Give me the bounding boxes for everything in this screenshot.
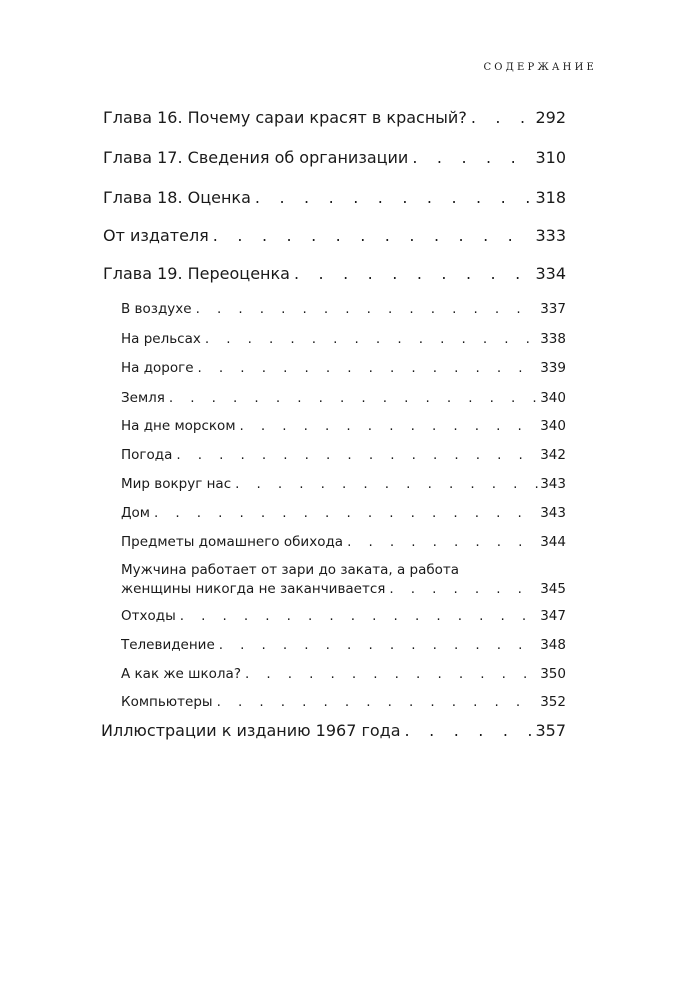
toc-entry-page: 318 xyxy=(535,188,566,207)
toc-subentry-page: 345 xyxy=(540,581,566,597)
toc-entry-chapter-17[interactable] xyxy=(103,147,566,169)
toc-subentry[interactable] xyxy=(121,417,566,436)
toc-subentry-title: На дороге xyxy=(121,359,198,378)
toc-entry-chapter-18[interactable] xyxy=(103,187,566,209)
toc-subentry[interactable] xyxy=(121,359,566,378)
dot-leader xyxy=(213,225,534,247)
toc-subentry-title: На дне морском xyxy=(121,417,240,436)
toc-subentry[interactable] xyxy=(121,446,566,465)
toc-subentry-page: 340 xyxy=(540,390,566,406)
dot-leader xyxy=(471,107,534,129)
toc-subentry[interactable] xyxy=(121,330,566,349)
dot-leader xyxy=(255,187,534,209)
toc-subentry-page: 347 xyxy=(540,608,566,624)
toc-subentry[interactable] xyxy=(121,665,566,684)
toc-entry-chapter-19[interactable] xyxy=(103,263,566,285)
toc-entry-title: Глава 16. Почему сараи красят в красный? xyxy=(103,107,471,129)
toc-entry-page: 292 xyxy=(535,108,566,127)
toc-entry-page: 357 xyxy=(535,721,566,740)
dot-leader xyxy=(217,693,539,712)
dot-leader xyxy=(412,147,533,169)
toc-subentry[interactable] xyxy=(121,693,566,712)
toc-entry-illustrations[interactable] xyxy=(101,720,566,742)
toc-subentry[interactable] xyxy=(121,504,566,523)
dot-leader xyxy=(389,580,538,599)
toc-subentry-title: Телевидение xyxy=(121,636,219,655)
toc-subentry-title-line2: женщины никогда не заканчивается xyxy=(121,581,386,597)
toc-subentry-page: 338 xyxy=(540,331,566,347)
toc-subentry-title: Дом xyxy=(121,504,154,523)
toc-subentry-title: В воздухе xyxy=(121,300,196,319)
dot-leader xyxy=(240,417,539,436)
toc-subentry-page: 343 xyxy=(540,476,566,492)
toc-entry-title: От издателя xyxy=(103,225,213,247)
toc-subentry-title: Погода xyxy=(121,446,176,465)
toc-subentry-title: Компьютеры xyxy=(121,693,217,712)
toc-subentry-title: Мир вокруг нас xyxy=(121,475,235,494)
dot-leader xyxy=(219,636,538,655)
toc-subentry-page: 339 xyxy=(540,360,566,376)
toc-subentry[interactable] xyxy=(121,607,566,626)
toc-subentry-page: 342 xyxy=(540,447,566,463)
toc-entry-page: 310 xyxy=(535,148,566,167)
dot-leader xyxy=(347,533,538,552)
toc-subentry-page: 337 xyxy=(540,301,566,317)
toc-entry-title: Иллюстрации к изданию 1967 года xyxy=(101,720,405,742)
toc-entry-page: 334 xyxy=(535,264,566,283)
dot-leader xyxy=(154,504,538,523)
toc-subentry-page: 348 xyxy=(540,637,566,653)
toc-entry-publisher[interactable] xyxy=(103,225,566,247)
dot-leader xyxy=(405,720,534,742)
dot-leader xyxy=(180,607,538,626)
dot-leader xyxy=(196,300,539,319)
toc-subentry-page: 350 xyxy=(540,666,566,682)
toc-subentry-title: А как же школа? xyxy=(121,665,245,684)
toc-subentry-multiline[interactable] xyxy=(121,561,566,599)
toc-entry-page: 333 xyxy=(535,226,566,245)
dot-leader xyxy=(294,263,533,285)
dot-leader xyxy=(198,359,539,378)
toc-entry-title: Глава 18. Оценка xyxy=(103,187,255,209)
toc-subentry-page: 343 xyxy=(540,505,566,521)
toc-subentry-page: 340 xyxy=(540,418,566,434)
toc-entry-title: Глава 17. Сведения об организации xyxy=(103,147,412,169)
toc-subentry-title: Предметы домашнего обихода xyxy=(121,533,347,552)
toc-subentry-title: Земля xyxy=(121,389,169,408)
toc-subentry-title: На рельсах xyxy=(121,330,205,349)
toc-subentry[interactable] xyxy=(121,636,566,655)
toc-subentry[interactable] xyxy=(121,300,566,319)
running-head: СОДЕРЖАНИЕ xyxy=(483,62,597,73)
dot-leader xyxy=(245,665,538,684)
toc-subentry-title: Отходы xyxy=(121,607,180,626)
dot-leader xyxy=(176,446,538,465)
toc-subentry[interactable] xyxy=(121,475,566,494)
toc-subentry[interactable] xyxy=(121,389,566,408)
dot-leader xyxy=(169,389,538,408)
toc-subentry-page: 344 xyxy=(540,534,566,550)
toc-entry-title: Глава 19. Переоценка xyxy=(103,263,294,285)
toc-subentry-title-line1: Мужчина работает от зари до заката, а работа xyxy=(121,562,460,578)
toc-subentry[interactable] xyxy=(121,533,566,552)
dot-leader xyxy=(235,475,538,494)
toc-entry-chapter-16[interactable] xyxy=(103,107,566,129)
toc-subentry-page: 352 xyxy=(540,694,566,710)
dot-leader xyxy=(205,330,538,349)
